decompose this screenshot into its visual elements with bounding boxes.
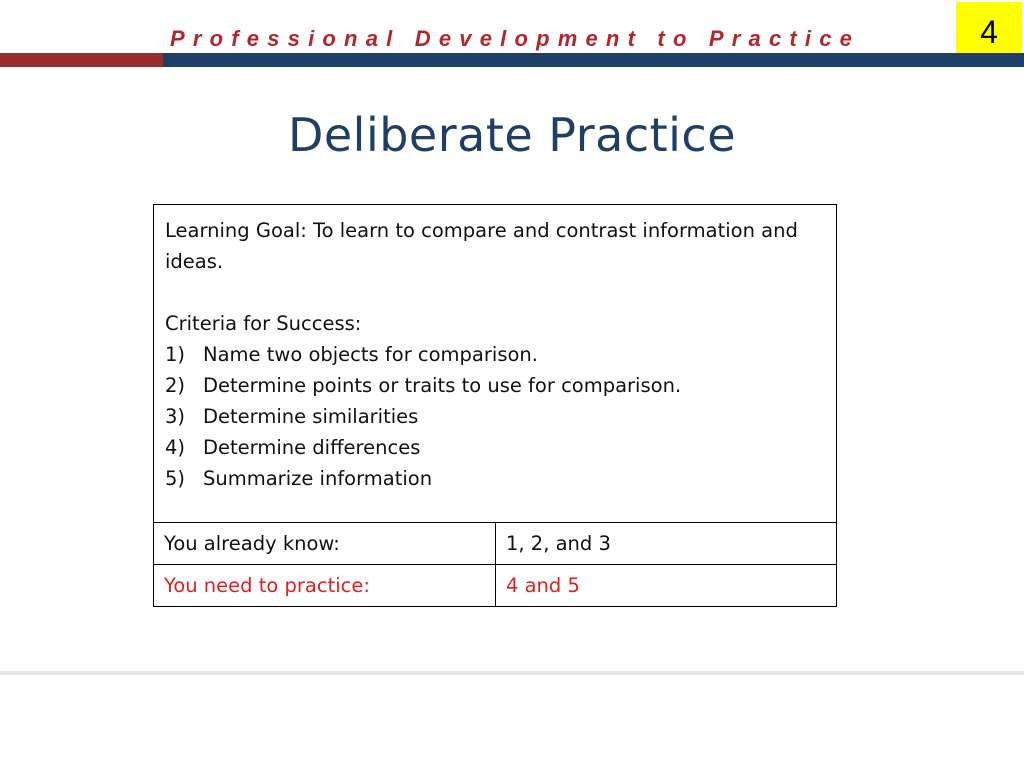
criteria-list [165,339,825,494]
criteria-text: Name two objects for comparison. [203,343,538,366]
criteria-number: 4) [165,436,186,459]
criteria-item [165,370,825,401]
criteria-text: Determine points or traits to use for comparison. [203,374,682,397]
slide-number-badge: 4 [956,2,1022,62]
table-row-already-know [154,523,837,565]
criteria-number: 5) [165,467,186,490]
footer-divider [0,671,1024,675]
header-title: Professional Development to Practice [170,26,861,51]
need-practice-value: 4 and 5 [496,565,837,607]
table-row-need-practice [154,565,837,607]
learning-goal-box [153,204,837,523]
criteria-number: 3) [165,405,186,428]
criteria-text: Summarize information [203,467,433,490]
criteria-item [165,401,825,432]
summary-table [153,522,837,607]
need-practice-label: You need to practice: [154,565,496,607]
criteria-item [165,432,825,463]
criteria-text: Determine similarities [203,405,419,428]
header-bar-red [0,53,163,67]
criteria-text: Determine differences [203,436,421,459]
criteria-number: 2) [165,374,186,397]
spacer [165,277,825,308]
criteria-number: 1) [165,343,186,366]
criteria-item [165,463,825,494]
criteria-item [165,339,825,370]
already-know-label: You already know: [154,523,496,565]
criteria-heading: Criteria for Success: [165,312,362,335]
learning-goal-text: Learning Goal: To learn to compare and contrast information and ideas. [165,219,798,273]
header-bar-blue [163,53,1024,67]
slide-title: Deliberate Practice [287,108,737,162]
already-know-value: 1, 2, and 3 [496,523,837,565]
